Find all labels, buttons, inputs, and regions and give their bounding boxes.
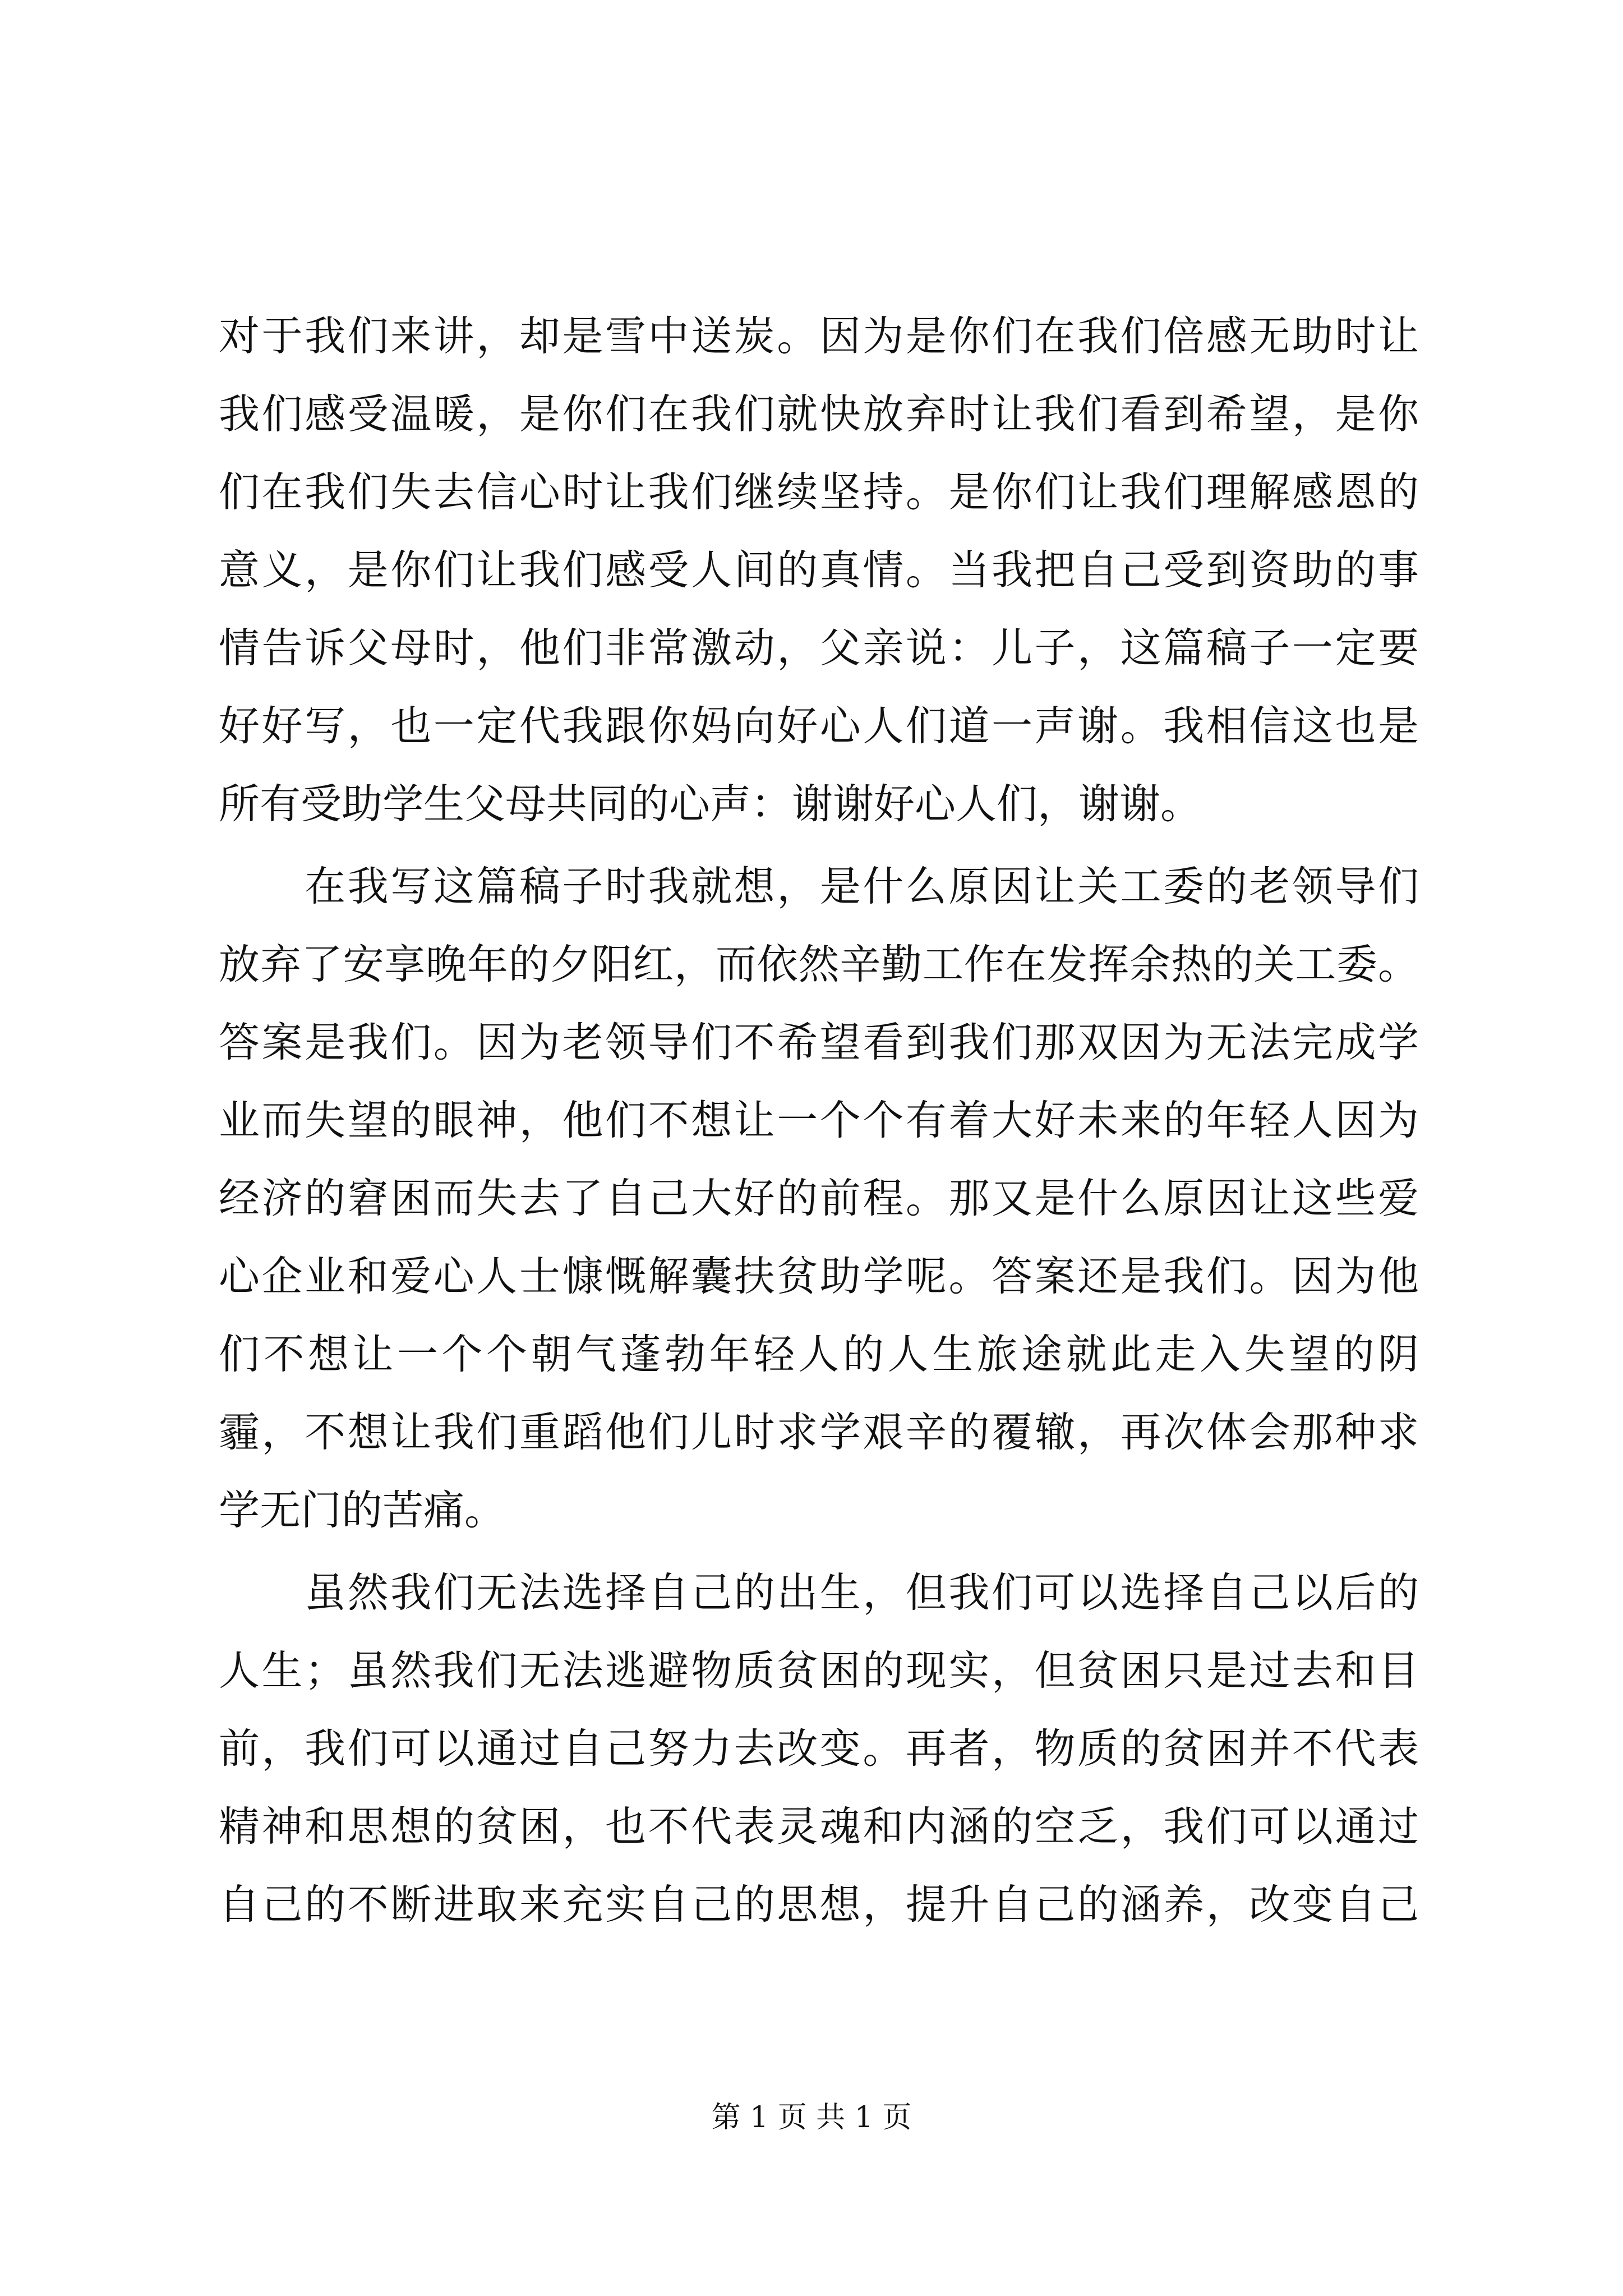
text-line: 好好写，也一定代我跟你妈向好心人们道一声谢。我相信这也是 [219, 702, 1419, 750]
text-line: 业而失望的眼神，他们不想让一个个有着大好未来的年轻人因为 [219, 1097, 1419, 1144]
text-line: 情告诉父母时，他们非常激动，父亲说：儿子，这篇稿子一定要 [219, 624, 1419, 672]
text-line: 放弃了安享晚年的夕阳红，而依然辛勤工作在发挥余热的关工委。 [219, 941, 1419, 988]
text-line: 答案是我们。因为老领导们不希望看到我们那双因为无法完成学 [219, 1019, 1419, 1066]
text-line: 霾，不想让我们重蹈他们儿时求学艰辛的覆辙，再次体会那种求 [219, 1409, 1419, 1456]
paragraph-3 [219, 1554, 1419, 1944]
text-line: 精神和思想的贫困，也不代表灵魂和内涵的空乏，我们可以通过 [219, 1803, 1419, 1851]
text-line: 意义，是你们让我们感受人间的真情。当我把自己受到资助的事 [219, 546, 1419, 594]
text-line: 前，我们可以通过自己努力去改变。再者，物质的贫困并不代表 [219, 1725, 1419, 1773]
text-line: 们在我们失去信心时让我们继续坚持。是你们让我们理解感恩的 [219, 468, 1419, 516]
text-line: 虽然我们无法选择自己的出生，但我们可以选择自己以后的 [219, 1569, 1419, 1617]
body-text [219, 297, 1419, 1944]
paragraph-2 [219, 848, 1419, 1549]
text-line: 自己的不断进取来充实自己的思想，提升自己的涵养，改变自己 [219, 1881, 1419, 1929]
text-line: 经济的窘困而失去了自己大好的前程。那又是什么原因让这些爱 [219, 1175, 1419, 1222]
text-line: 们不想让一个个朝气蓬勃年轻人的人生旅途就此走入失望的阴 [219, 1331, 1419, 1378]
text-line: 我们感受温暖，是你们在我们就快放弃时让我们看到希望，是你 [219, 390, 1419, 438]
text-line: 对于我们来讲，却是雪中送炭。因为是你们在我们倍感无助时让 [219, 312, 1419, 360]
page-footer [0, 2098, 1623, 2137]
paragraph-1 [219, 297, 1419, 843]
text-line: 在我写这篇稿子时我就想，是什么原因让关工委的老领导们 [219, 863, 1419, 910]
text-line: 学无门的苦痛。 [219, 1487, 505, 1534]
text-line: 人生；虽然我们无法逃避物质贫困的现实，但贫困只是过去和目 [219, 1647, 1419, 1695]
text-line: 心企业和爱心人士慷慨解囊扶贫助学呢。答案还是我们。因为他 [219, 1253, 1419, 1300]
page-number-label: 第 1 页 共 1 页 [711, 2101, 912, 2134]
text-line: 所有受助学生父母共同的心声：谢谢好心人们，谢谢。 [219, 780, 1201, 828]
